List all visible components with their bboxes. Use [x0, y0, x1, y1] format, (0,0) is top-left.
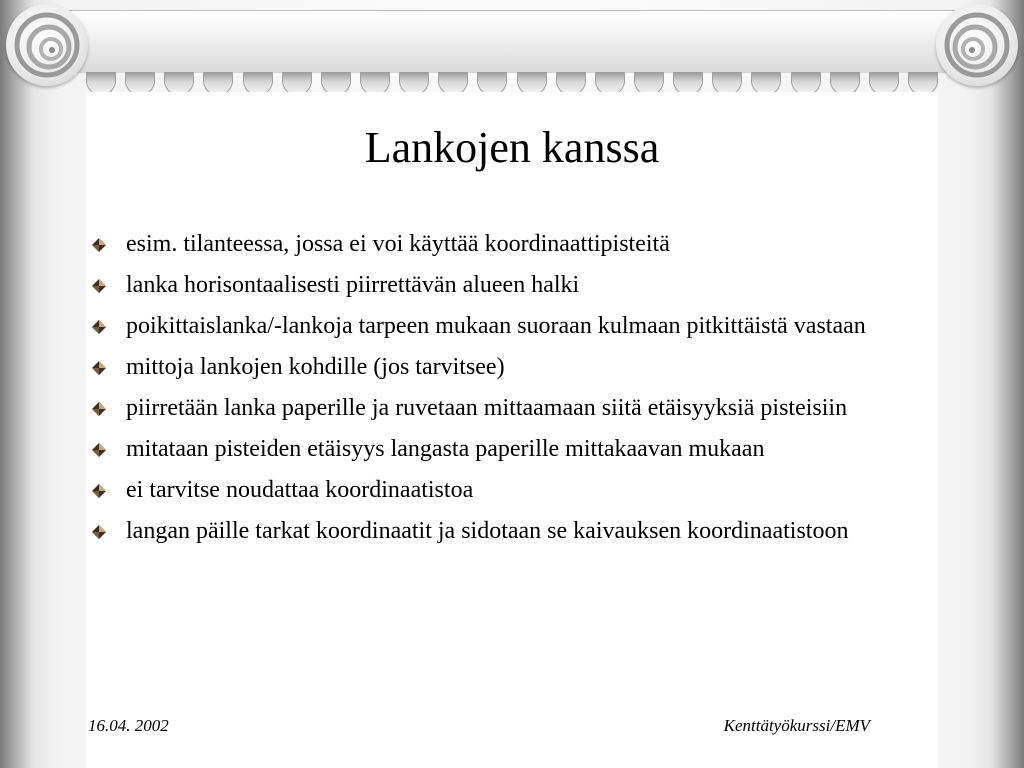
bullet-text: ei tarvitse noudattaa koordinaatistoa	[126, 477, 474, 503]
footer-course: Kenttätyökurssi/EMV	[723, 716, 870, 735]
diamond-bullet-icon	[92, 443, 106, 457]
diamond-bullet-icon	[92, 525, 106, 539]
diamond-bullet-icon	[92, 320, 106, 334]
bullet-text: mittoja lankojen kohdille (jos tarvitsee)	[126, 354, 505, 380]
bullet-list	[88, 228, 938, 556]
diamond-bullet-icon	[92, 279, 106, 293]
diamond-bullet-icon	[92, 361, 106, 375]
diamond-bullet-icon	[92, 402, 106, 416]
bullet-item	[88, 392, 938, 425]
capital-bar	[46, 10, 978, 73]
bullet-text: poikittaislanka/-lankoja tarpeen mukaan suoraan kulmaan pitkittäistä vastaan	[126, 313, 866, 339]
bullet-item	[88, 228, 938, 261]
column-capital	[6, 4, 1018, 96]
bullet-text: mitataan pisteiden etäisyys langasta paperille mittakaavan mukaan	[126, 436, 765, 462]
bullet-item	[88, 515, 938, 548]
bullet-item	[88, 433, 938, 466]
bullet-text: esim. tilanteessa, jossa ei voi käyttää koordinaattipisteitä	[126, 231, 670, 257]
slide-title: Lankojen kanssa	[364, 123, 660, 172]
bullet-text: lanka horisontaalisesti piirrettävän alueen halki	[126, 272, 580, 298]
bullet-text: piirretään lanka paperille ja ruvetaan mittaamaan siitä etäisyyksiä pisteisiin	[126, 395, 848, 421]
bullet-text: langan päille tarkat koordinaatit ja sidotaan se kaivauksen koordinaatistoon	[126, 518, 849, 544]
bullet-item	[88, 474, 938, 507]
volute-left-icon	[6, 4, 88, 86]
bullet-item	[88, 351, 938, 384]
bullet-item	[88, 310, 938, 343]
diamond-bullet-icon	[92, 238, 106, 252]
footer-date: 16.04. 2002	[88, 716, 169, 735]
volute-right-icon	[936, 4, 1018, 86]
bullet-item	[88, 269, 938, 302]
diamond-bullet-icon	[92, 484, 106, 498]
